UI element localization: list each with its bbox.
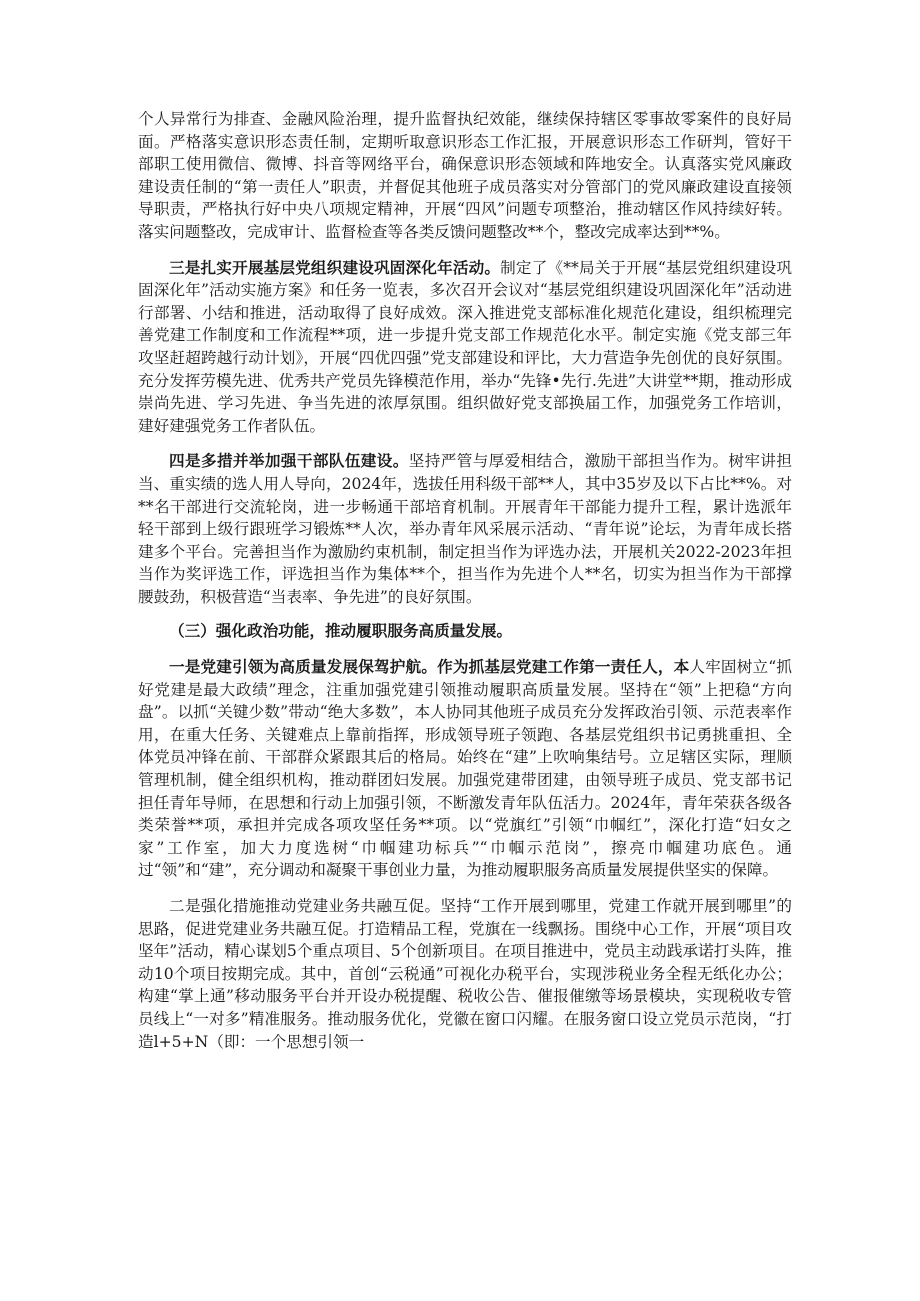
- paragraph-body: 制定了《**局关于开展“基层党组织建设巩固深化年”活动实施方案》和任务一览表，多次召开会议对“基层党组织建设巩固深化年”活动进行部署、小结和推进，活动取得了良好成效。深入推进党支部标准化规范化建设，组织梳理完善党建工作制度和工作流程**项，进一步提升党支部工作规范化水平。制定实施《党支部三年攻坚赶超跨越行动计划》，开展“四优四强”党支部建设和评比，大力营造争先创优的良好氛围。充分发挥劳模先进、优秀共产党员先锋模范作用，举办“先锋•先行.先进”大讲堂**期，推动形成崇尚先进、学习先进、争当先进的浓厚氛围。组织做好党支部换届工作，加强党务工作培训，建好建强党务工作者队伍。: [138, 258, 792, 435]
- paragraph-lead: 一是党建引领为高质量发展保驾护航。作为抓基层党建工作第一责任人，本: [169, 657, 690, 677]
- paragraph-lead: 四是多措并举加强干部队伍建设。: [169, 451, 409, 471]
- paragraph-lead: 三是扎实开展基层党组织建设巩固深化年活动。: [169, 257, 501, 277]
- paragraph-integration: [138, 895, 792, 1053]
- paragraph-party-leadership: [138, 656, 792, 882]
- paragraph-body: 坚持严管与厚爱相结合，激励干部担当作为。树牢讲担当、重实绩的选人用人导向，2024年，选拔任用科级干部**人，其中35岁及以下占比**%。对**名干部进行交流轮岗，进一步畅通干部培育机制。开展青年干部能力提升工程，累计选派年轻干部到上级行跟班学习锻炼**人次，举办青年风采展示活动、“青年说”论坛，为青年成长搭建多个平台。完善担当作为激励约束机制，制定担当作为评选办法，开展机关2022-2023年担当作为奖评选工作，评选担当作为集体**个，担当作为先进个人**名，切实为担当作为干部撑腰鼓劲，积极营造“当表率、争先进”的良好氛围。: [138, 452, 792, 606]
- document-page: [138, 108, 792, 1053]
- paragraph-body: 二是强化措施推动党建业务共融互促。坚持“工作开展到哪里，党建工作就开展到哪里”的思路，促进党建业务共融互促。打造精品工程，党旗在一线飘扬。围绕中心工作，开展“项目攻坚年”活动，精心谋划5个重点项目、5个创新项目。在项目推进中，党员主动践承诺打头阵，推动10个项目按期完成。其中，首创“云税通”可视化办税平台，实现涉税业务全程无纸化办公；构建“掌上通”移动服务平台并开设办税提醒、税收公告、催报催缴等场景模块，实现税收专管员线上“一对多”精准服务。推动服务优化，党徽在窗口闪耀。在服务窗口设立党员示范岗，“打造l+5+N（即：一个思想引领一: [138, 897, 792, 1051]
- paragraph-cadre-team: [138, 450, 792, 608]
- section-heading: （三）强化政治功能，推动履职服务高质量发展。: [169, 621, 513, 641]
- paragraph-body: 个人异常行为排查、金融风险治理，提升监督执纪效能，继续保持辖区零事故零案件的良好局面。严格落实意识形态责任制，定期听取意识形态工作汇报，开展意识形态工作研判，管好干部职工使用微信、微博、抖音等网络平台，确保意识形态领域和阵地安全。认真落实党风廉政建设责任制的“第一责任人”职责，并督促其他班子成员落实对分管部门的党风廉政建设直接领导职责，严格执行好中央八项规定精神，开展“四风”问题专项整治，推动辖区作风持续好转。落实问题整改，完成审计、监督检查等各类反馈问题整改**个，整改完成率达到**%。: [138, 110, 792, 241]
- paragraph-discipline: [138, 108, 792, 244]
- paragraph-party-organization: [138, 257, 792, 438]
- paragraph-body: 人牢固树立“抓好党建是最大政绩”理念，注重加强党建引领推动履职高质量发展。坚持在“领”上把稳“方向盘”。以抓“关键少数”带动“绝大多数”，本人协同其他班子成员充分发挥政治引领、示范表率作用，在重大任务、关键难点上靠前指挥，形成领导班子领跑、各基层党组织书记勇挑重担、全体党员冲锋在前、干部群众紧跟其后的格局。始终在“建”上吹响集结号。立足辖区实际，理顺管理机制，健全组织机构，推动群团妇发展。加强党建带团建，由领导班子成员、党支部书记担任青年导师，在思想和行动上加强引领，不断激发青年队伍活力。2024年，青年荣获各级各类荣誉**项，承担并完成各项攻坚任务**项。以“党旗红”引领“巾帼红”，深化打造“妇女之家”工作室，加大力度选树“巾帼建功标兵”“巾帼示范岗”，擦亮巾帼建功底色。通过“领”和“建”，充分调动和凝聚干事创业力量，为推动履职服务高质量发展提供坚实的保障。: [138, 658, 792, 880]
